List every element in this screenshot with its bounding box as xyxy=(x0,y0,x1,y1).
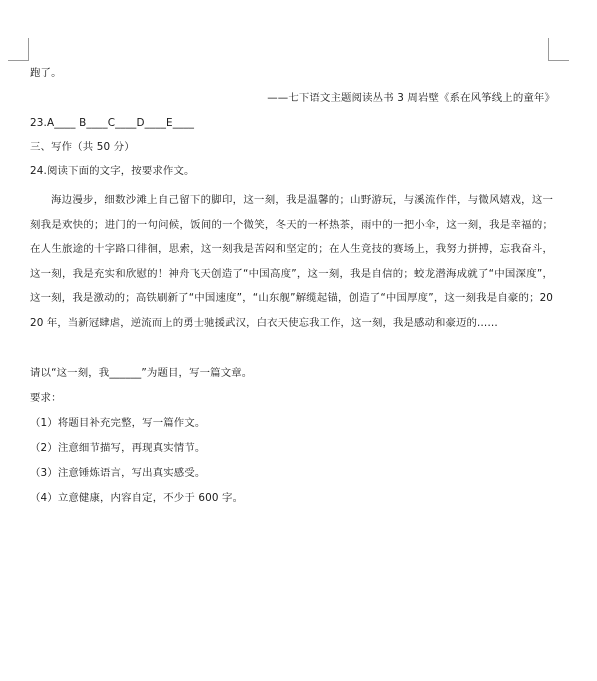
essay-prompt: 请以“这一刻，我______”为题目，写一篇文章。 xyxy=(30,367,253,379)
question-23-answer-blanks: 23.A____ B____C____D____E____ xyxy=(30,117,195,129)
section-heading-writing: 三、写作（共 50 分） xyxy=(30,141,135,153)
text-line-continuation: 跑了。 xyxy=(30,67,62,79)
requirements-heading: 要求： xyxy=(30,392,62,404)
crop-mark-top-right xyxy=(548,60,569,61)
requirement-item: （1）将题目补充完整，写一篇作文。 xyxy=(30,417,206,429)
requirement-item: （4）立意健康，内容自定，不少于 600 字。 xyxy=(30,492,244,504)
crop-mark-top-left xyxy=(28,38,29,60)
reading-passage: 海边漫步，细数沙滩上自己留下的脚印，这一刻，我是温馨的；山野游玩，与溪流作伴，与微风嬉戏，这一刻我是欢快的；进门的一句问候，饭间的一个微笑，冬天的一杯热茶，雨中的一把小伞，这一刻，我是幸福的；在人生旅途的十字路口徘徊，思索，这一刻我是苦闷和坚定的；在人生竞技的赛场上，我努力拼搏，忘我奋斗，这一刻，我是充实和欣慰的！神舟飞天创造了“中国高度”，这一刻，我是自信的；蛟龙潜海成就了“中国深度”，这一刻，我是激动的；高铁刷新了“中国速度”，“山东舰”解缆起锚，创造了“中国厚度”，这一刻我是自豪的；2020 年，当新冠肆虐，逆流而上的勇士驰援武汉，白衣天使忘我工作，这一刻，我是感动和豪迈的…… xyxy=(30,194,553,329)
crop-mark-top-left xyxy=(8,60,29,61)
requirement-item: （2）注意细节描写，再现真实情节。 xyxy=(30,442,206,454)
question-24-instruction: 24.阅读下面的文字，按要求作文。 xyxy=(30,165,195,177)
source-attribution: ——七下语文主题阅读丛书 3 周岩壁《系在风筝线上的童年》 xyxy=(267,92,555,104)
crop-mark-top-right xyxy=(548,38,549,60)
requirement-item: （3）注意锤炼语言，写出真实感受。 xyxy=(30,467,206,479)
